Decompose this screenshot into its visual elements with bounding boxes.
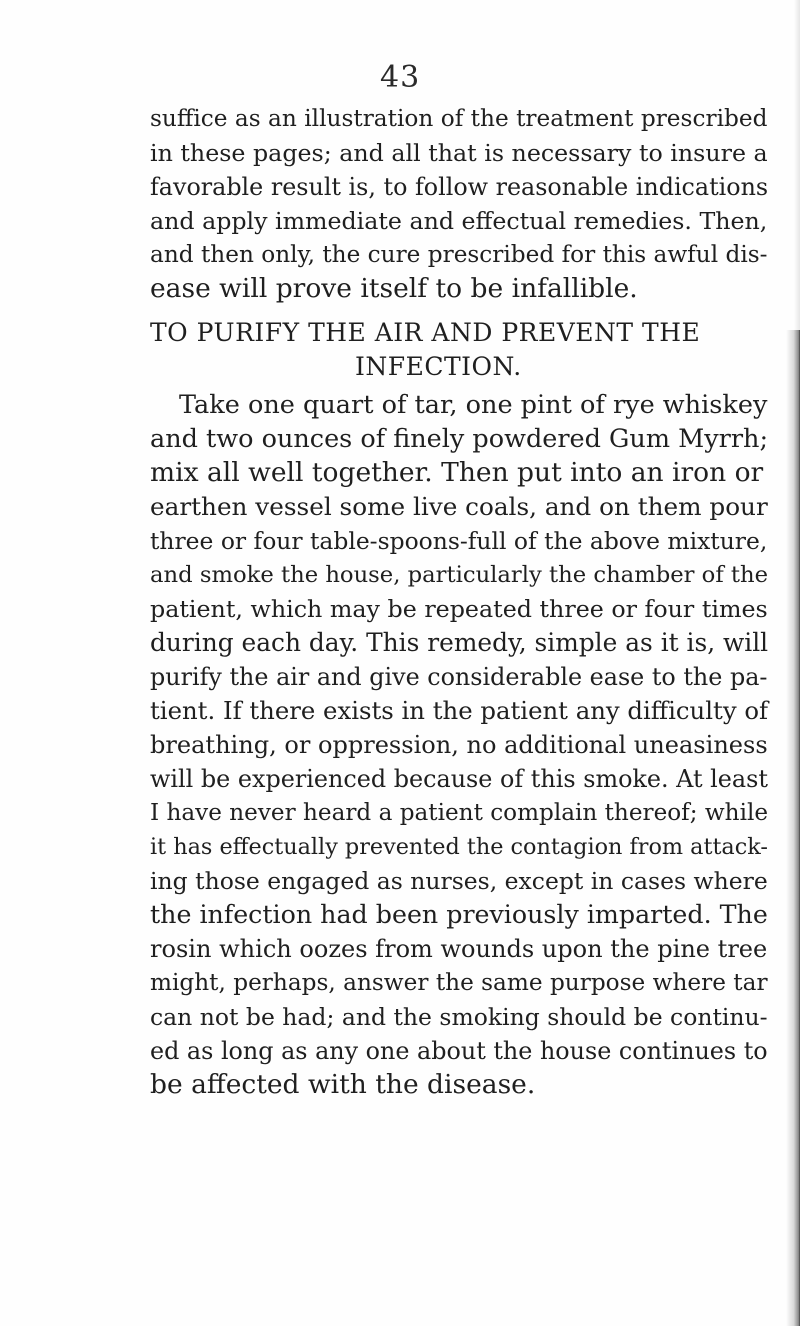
text-line: can not be had; and the smoking should be continu- bbox=[150, 1003, 768, 1031]
text-line: and then only, the cure prescribed for this awful dis- bbox=[150, 241, 768, 268]
text-line: breathing, or oppression, no additional uneasiness bbox=[150, 731, 768, 759]
text-line: during each day. This remedy, simple as it is, will bbox=[150, 628, 769, 657]
text-line: it has effectually prevented the contagion from attack- bbox=[150, 834, 768, 860]
page-number: 43 bbox=[380, 60, 421, 95]
section-heading: INFECTION. bbox=[355, 352, 522, 381]
text-line: three or four table-spoons-full of the above mixture, bbox=[150, 527, 768, 555]
text-line: ease will prove itself to be infallible. bbox=[150, 273, 638, 304]
text-line: might, perhaps, answer the same purpose where tar bbox=[150, 969, 768, 996]
text-line: favorable result is, to follow reasonable indications bbox=[150, 173, 769, 201]
page-edge-shadow bbox=[786, 330, 800, 1326]
text-line: and apply immediate and effectual remedies. Then, bbox=[150, 207, 768, 235]
text-line: ing those engaged as nurses, except in cases where bbox=[150, 867, 768, 895]
text-line: the infection had been previously imparted. The bbox=[150, 900, 768, 929]
page-edge-shadow bbox=[794, 0, 800, 330]
text-line: Take one quart of tar, one pint of rye whiskey bbox=[179, 390, 768, 420]
text-line: and smoke the house, particularly the chamber of the bbox=[150, 562, 769, 588]
text-line: ed as long as any one about the house continues to bbox=[150, 1037, 768, 1065]
text-line: patient, which may be repeated three or four times bbox=[150, 595, 768, 623]
text-line: be affected with the disease. bbox=[150, 1069, 536, 1100]
text-line: tient. If there exists in the patient any difficulty of bbox=[150, 696, 769, 725]
text-line: in these pages; and all that is necessary to insure a bbox=[150, 139, 768, 167]
section-heading: TO PURIFY THE AIR AND PREVENT THE bbox=[150, 318, 701, 347]
text-line: I have never heard a patient complain thereof; while bbox=[150, 800, 769, 826]
text-line: earthen vessel some live coals, and on them pour bbox=[150, 492, 768, 521]
text-line: rosin which oozes from wounds upon the pine tree bbox=[150, 935, 768, 963]
text-line: suffice as an illustration of the treatment prescribed bbox=[150, 105, 768, 132]
text-line: will be experienced because of this smoke. At least bbox=[150, 765, 768, 793]
text-line: purify the air and give considerable ease to the pa- bbox=[150, 663, 768, 691]
text-line: and two ounces of finely powdered Gum Myrrh; bbox=[150, 424, 769, 454]
text-line: mix all well together. Then put into an iron or bbox=[150, 457, 764, 488]
